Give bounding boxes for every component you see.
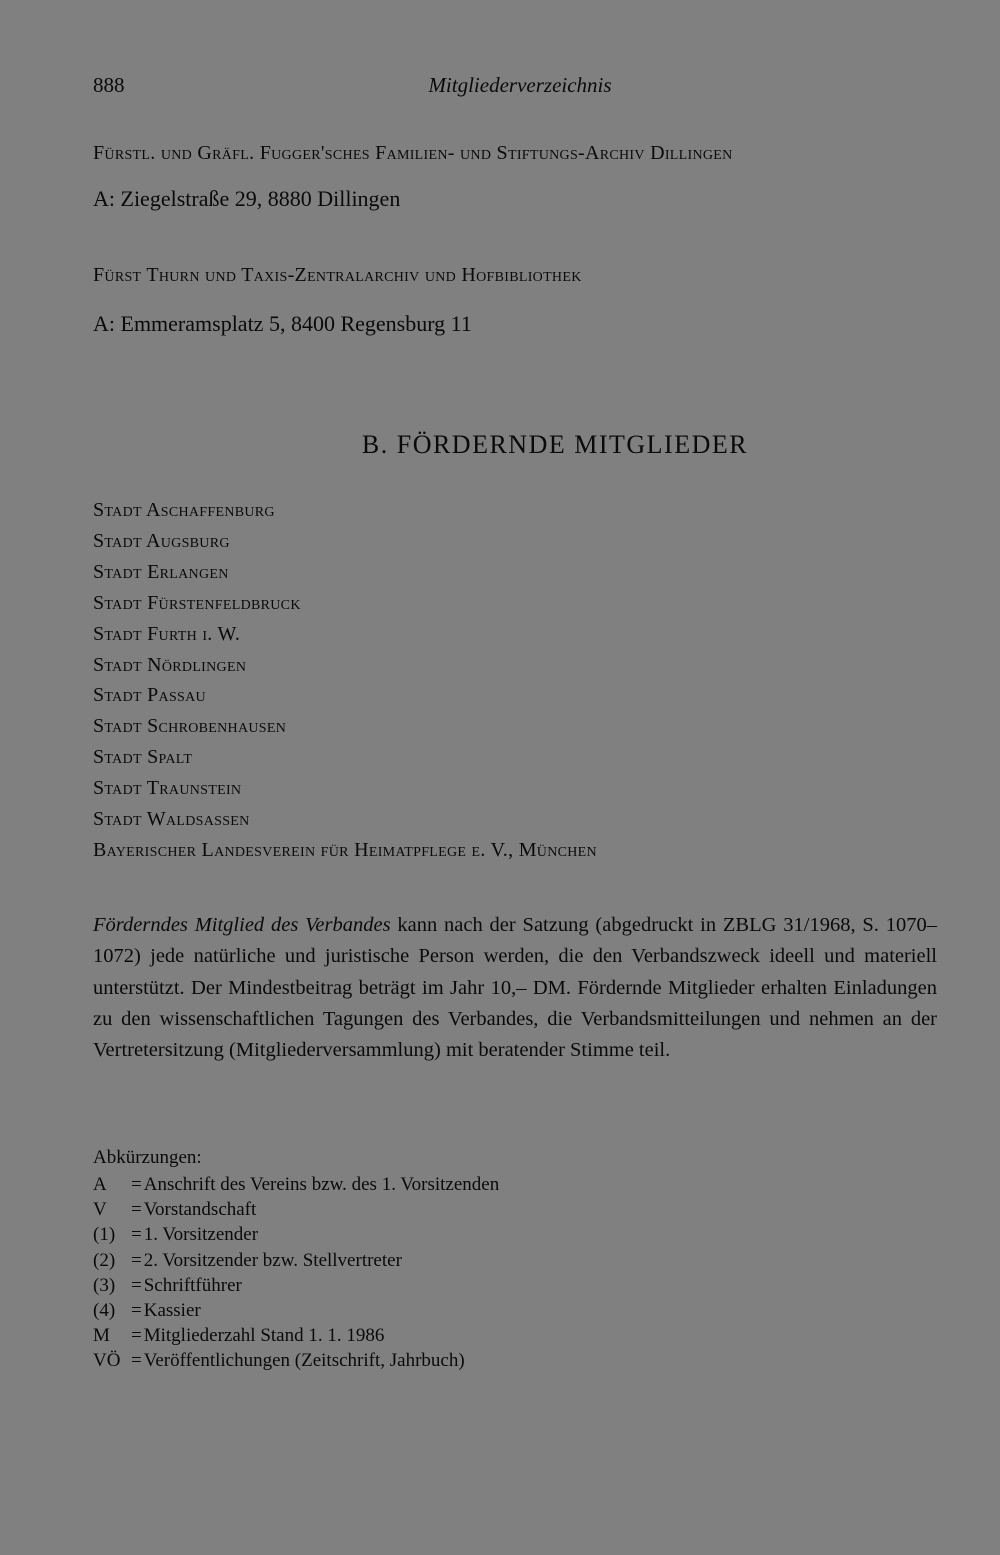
abbreviation-key: VÖ — [93, 1350, 121, 1372]
abbreviation-item: (4) = Kassier — [93, 1298, 499, 1323]
abbreviation-item: (3) = Schriftführer — [93, 1273, 499, 1298]
abbreviation-value: Anschrift des Vereins bzw. des 1. Vorsitzenden — [143, 1174, 500, 1195]
running-title: Mitgliederverzeichnis — [428, 73, 612, 97]
abbreviation-key: A — [93, 1174, 107, 1195]
membership-paragraph — [93, 910, 937, 1066]
abbreviation-item: A = Anschrift des Vereins bzw. des 1. Vorsitzenden — [93, 1172, 499, 1197]
archive-address: A: Ziegelstraße 29, 8880 Dillingen — [93, 186, 401, 211]
abbreviation-item: M = Mitgliederzahl Stand 1. 1. 1986 — [93, 1323, 499, 1348]
section-heading: B. FÖRDERNDE MITGLIEDER — [361, 430, 749, 459]
member-item: Stadt Erlangen — [93, 560, 229, 583]
member-item: Stadt Augsburg — [93, 529, 230, 552]
abbreviation-key: (4) — [93, 1300, 116, 1322]
member-item: Stadt Waldsassen — [93, 808, 250, 831]
abbreviations-title: Abkürzungen: — [93, 1147, 202, 1168]
archive-name: Fürst Thurn und Taxis-Zentralarchiv und Hofbibliothek — [93, 264, 582, 286]
paragraph-text: kann nach der Satzung (abgedruckt in ZBLG 31/1968, S. 1070–1072) jede natürliche und juristische Person werden, die den Verbandszweck ideell und materiell unterstützt. Der Mindestbeitrag beträgt im Jahr 10,– DM. Fördernde Mitglieder erhalten Einladungen zu den wissenschaftlichen Tagungen des Verbandes, die Verbandsmitteilungen und nehmen an der Vertretersitzung (Mitgliederversammlung) mit beratender Stimme teil. — [93, 914, 937, 1062]
abbreviation-value: Veröffentlichungen (Zeitschrift, Jahrbuch) — [143, 1350, 465, 1372]
abbreviation-key: (2) — [93, 1249, 116, 1271]
abbreviation-value: 1. Vorsitzender — [143, 1224, 259, 1246]
abbreviation-value: Vorstandschaft — [143, 1199, 257, 1221]
archive-name: Fürstl. und Gräfl. Fugger'sches Familien- und Stiftungs-Archiv Dillingen — [93, 142, 733, 164]
member-item: Bayerischer Landesverein für Heimatpflege e. V., München — [93, 838, 597, 861]
abbreviation-value: Kassier — [143, 1300, 201, 1322]
member-item: Stadt Traunstein — [93, 777, 242, 800]
paragraph-lead: Förderndes Mitglied des Verbandes — [93, 914, 391, 936]
abbreviation-key: (3) — [93, 1274, 116, 1296]
abbreviation-item: (1) = 1. Vorsitzender — [93, 1222, 499, 1247]
member-item: Stadt Schrobenhausen — [93, 715, 287, 738]
abbreviation-value: Mitgliederzahl Stand 1. 1. 1986 — [143, 1325, 385, 1347]
member-item: Stadt Nördlingen — [93, 653, 247, 676]
abbreviations-list — [93, 1172, 499, 1374]
abbreviation-item: VÖ = Veröffentlichungen (Zeitschrift, Jahrbuch) — [93, 1348, 499, 1373]
abbreviation-key: (1) — [93, 1224, 116, 1246]
member-item: Stadt Passau — [93, 684, 206, 707]
abbreviation-key: M — [93, 1325, 110, 1347]
member-item: Stadt Spalt — [93, 746, 193, 769]
member-list — [93, 495, 597, 866]
page-number: 888 — [93, 73, 125, 97]
abbreviation-item: V = Vorstandschaft — [93, 1197, 499, 1222]
abbreviation-key: V — [93, 1199, 107, 1221]
member-item: Stadt Furth i. W. — [93, 622, 241, 645]
member-item: Stadt Aschaffenburg — [93, 499, 275, 521]
abbreviation-value: Schriftführer — [143, 1274, 242, 1296]
member-item: Stadt Fürstenfeldbruck — [93, 591, 301, 614]
abbreviation-value: 2. Vorsitzender bzw. Stellvertreter — [143, 1249, 402, 1271]
abbreviation-item: (2) = 2. Vorsitzender bzw. Stellvertreter — [93, 1248, 499, 1273]
archive-address: A: Emmeramsplatz 5, 8400 Regensburg 11 — [93, 311, 472, 336]
